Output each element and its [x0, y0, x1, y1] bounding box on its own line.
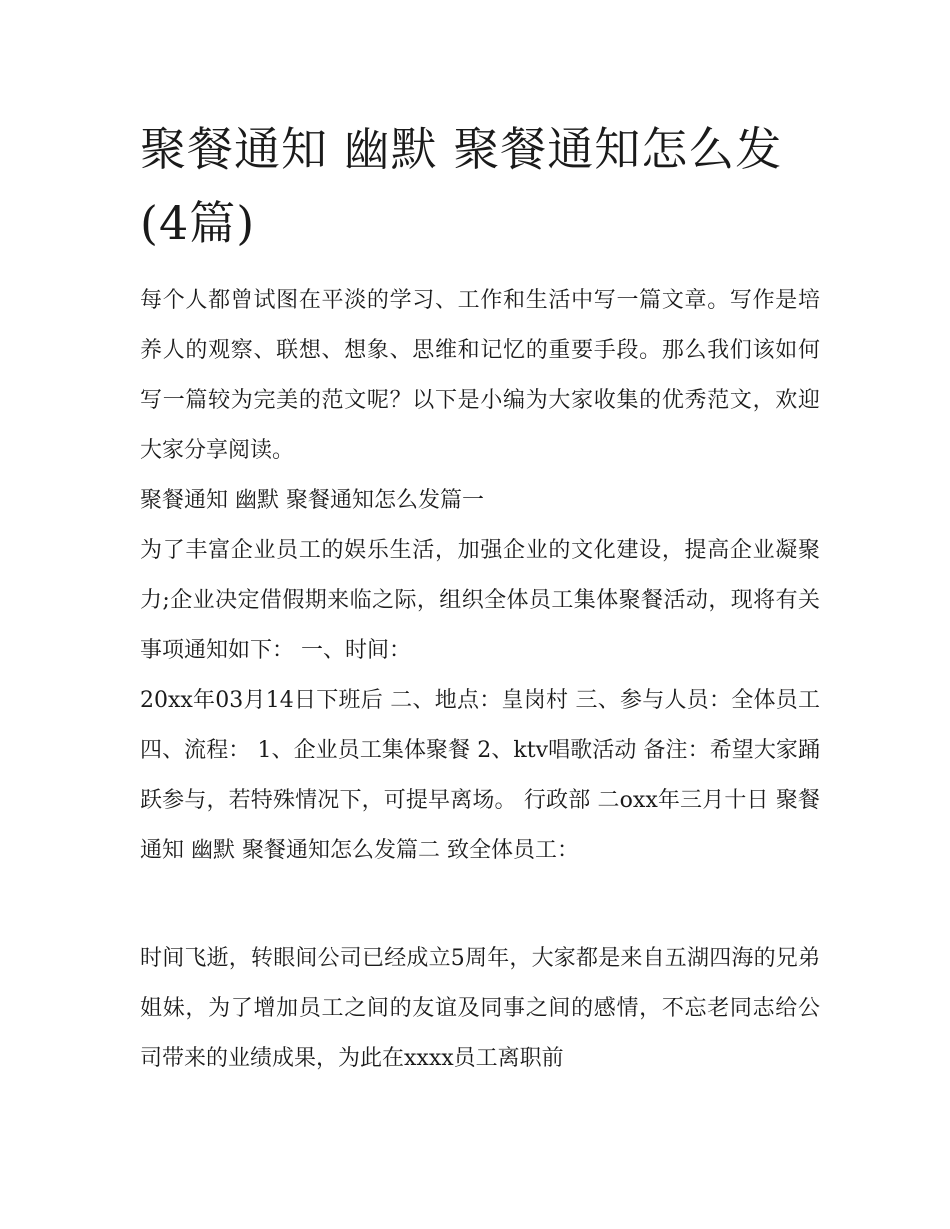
- event-details-paragraph: 20xx年03月14日下班后 二、地点：皇岗村 三、参与人员：全体员工 四、流程： 1、企业员工集体聚餐 2、ktv唱歌活动 备注：希望大家踊跃参与，若特殊情况下，可提早离场。 行政部 二oxx年三月十日 聚餐通知 幽默 聚餐通知怎么发篇二 致全体员工：: [140, 688, 820, 863]
- document-title: 聚餐通知 幽默 聚餐通知怎么发(4篇): [140, 122, 783, 250]
- section-heading-1: 聚餐通知 幽默 聚餐通知怎么发篇一: [140, 488, 484, 513]
- notice-paragraph-1: 为了丰富企业员工的娱乐生活，加强企业的文化建设，提高企业凝聚力;企业决定借假期来临之际，组织全体员工集体聚餐活动，现将有关事项通知如下： 一、时间：: [140, 538, 820, 663]
- intro-paragraph: 每个人都曾试图在平淡的学习、工作和生活中写一篇文章。写作是培养人的观察、联想、想象、思维和记忆的重要手段。那么我们该如何写一篇较为完美的范文呢？以下是小编为大家收集的优秀范文，欢迎大家分享阅读。: [140, 288, 820, 463]
- anniversary-paragraph: 时间飞逝，转眼间公司已经成立5周年，大家都是来自五湖四海的兄弟姐妹，为了增加员工之间的友谊及同事之间的感情，不忘老同志给公司带来的业绩成果，为此在xxxx员工离职前: [140, 946, 820, 1071]
